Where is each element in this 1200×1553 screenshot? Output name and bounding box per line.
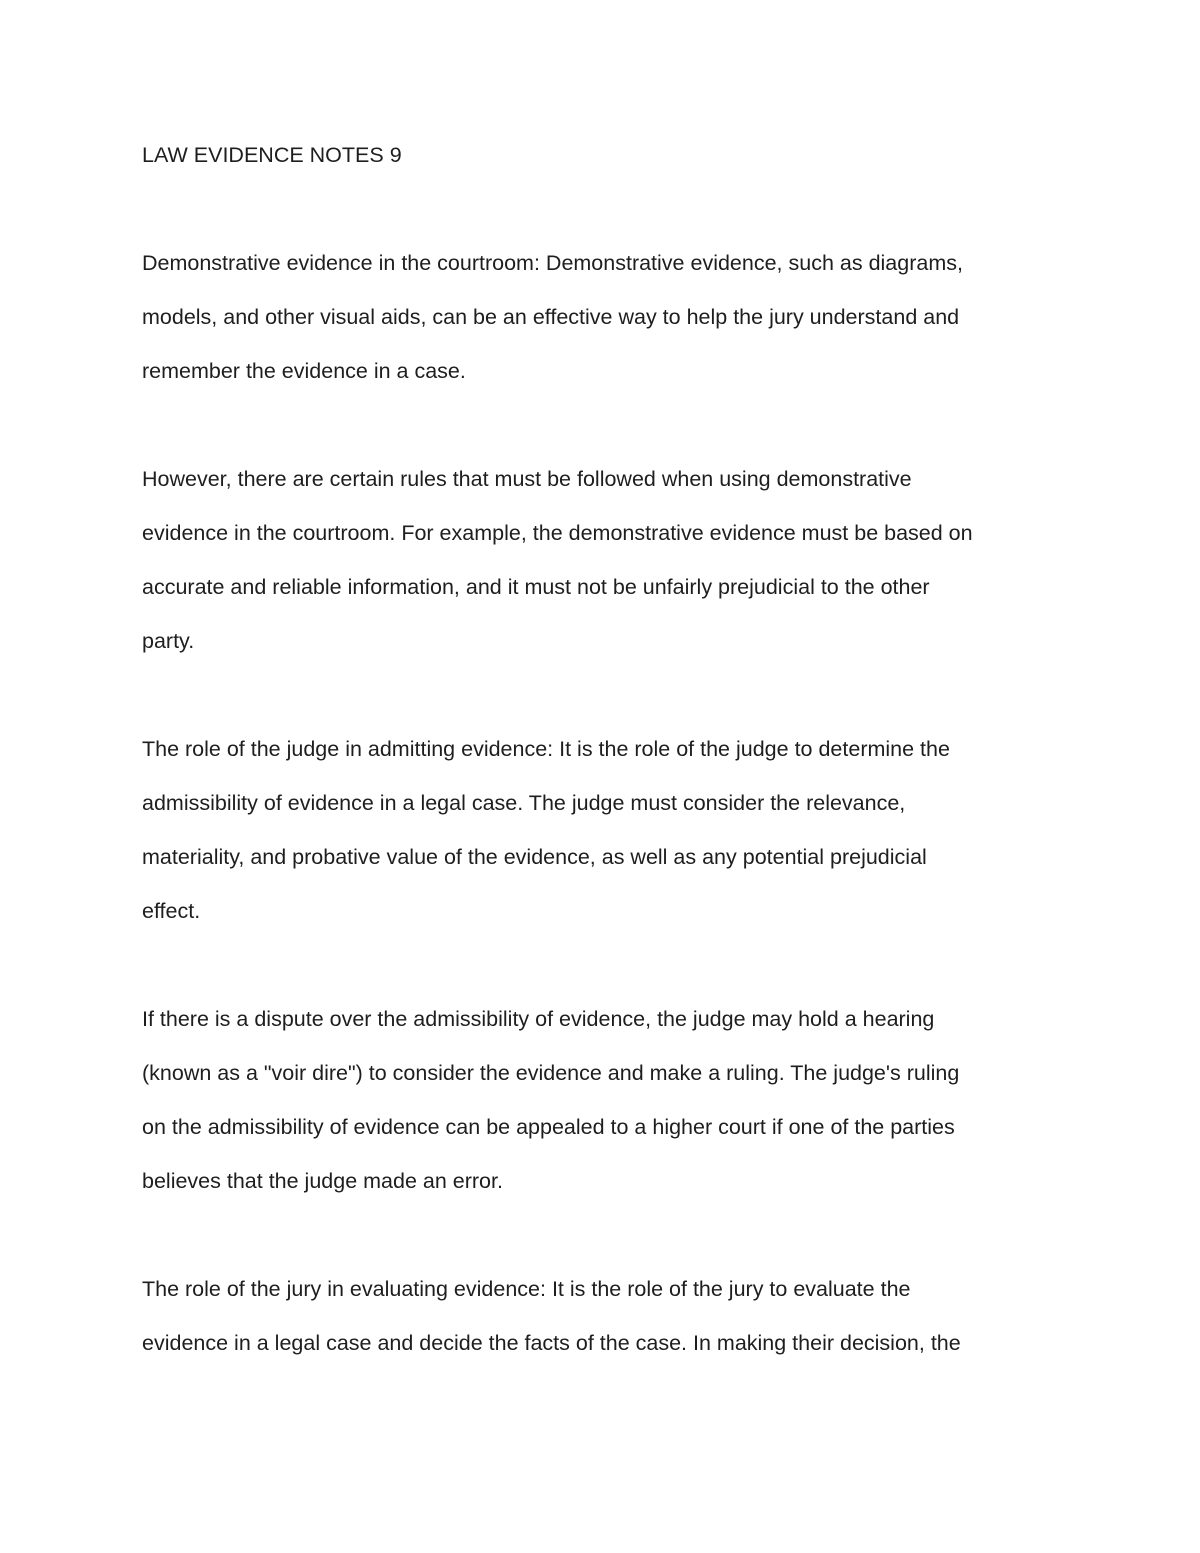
text-line: The role of the judge in admitting evidence: It is the role of the judge to determine the: [142, 737, 950, 761]
paragraph-spacer: [142, 668, 1062, 722]
paragraph-voir-dire: [142, 992, 1062, 1208]
text-line: (known as a "voir dire") to consider the evidence and make a ruling. The judge's ruling: [142, 1061, 960, 1085]
paragraph-spacer: [142, 1208, 1062, 1262]
text-line: If there is a dispute over the admissibility of evidence, the judge may hold a hearing: [142, 1007, 935, 1031]
text-line: accurate and reliable information, and it must not be unfairly prejudicial to the other: [142, 575, 930, 599]
text-line: The role of the jury in evaluating evidence: It is the role of the jury to evaluate the: [142, 1277, 911, 1301]
text-line: on the admissibility of evidence can be appealed to a higher court if one of the parties: [142, 1115, 955, 1139]
text-line: models, and other visual aids, can be an effective way to help the jury understand and: [142, 305, 960, 329]
text-line: evidence in the courtroom. For example, the demonstrative evidence must be based on: [142, 521, 973, 545]
paragraph-spacer: [142, 938, 1062, 992]
document-title: LAW EVIDENCE NOTES 9: [142, 143, 402, 167]
paragraph-spacer: [142, 182, 1062, 236]
paragraph-demonstrative-evidence: [142, 236, 1062, 398]
text-line: party.: [142, 629, 195, 653]
text-line: effect.: [142, 899, 201, 923]
text-line: believes that the judge made an error.: [142, 1169, 503, 1193]
text-line: However, there are certain rules that must be followed when using demonstrative: [142, 467, 912, 491]
text-line: evidence in a legal case and decide the facts of the case. In making their decision, the: [142, 1331, 961, 1355]
paragraph-role-of-judge: [142, 722, 1062, 938]
paragraph-demonstrative-rules: [142, 452, 1062, 668]
document-body: [142, 128, 1062, 1370]
text-line: remember the evidence in a case.: [142, 359, 466, 383]
text-line: materiality, and probative value of the evidence, as well as any potential prejudicial: [142, 845, 927, 869]
text-line: Demonstrative evidence in the courtroom: Demonstrative evidence, such as diagrams,: [142, 251, 963, 275]
paragraph-spacer: [142, 398, 1062, 452]
text-line: admissibility of evidence in a legal case. The judge must consider the relevance,: [142, 791, 906, 815]
paragraph-role-of-jury: [142, 1262, 1062, 1370]
